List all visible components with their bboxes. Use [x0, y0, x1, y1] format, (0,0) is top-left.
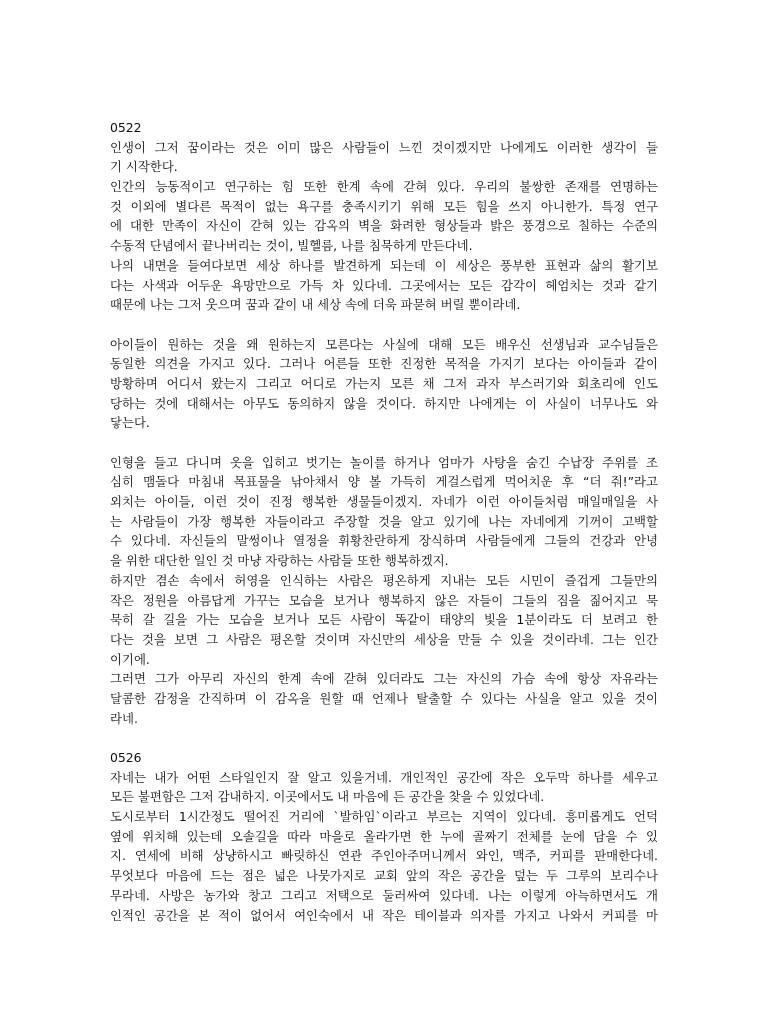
text-line: 에 대한 만족이 자신이 갇혀 있는 감옥의 벽을 화려한 형상들과 밝은 풍경으로 칠하는 수준의	[110, 218, 658, 234]
text-line: 무엇보다 마음에 드는 점은 넓은 나뭇가지로 교회 앞의 작은 공간을 덮는 두 그루의 보리수나	[110, 868, 658, 884]
text-line: 모든 불편함은 그저 감내하지. 이곳에서도 내 마음에 든 공간을 찾을 수 있었다네.	[110, 789, 545, 805]
document-page	[110, 118, 658, 925]
paragraph-gap	[110, 433, 658, 453]
text-line: 는 사람들이 가장 행복한 자들이라고 주장할 것을 알고 있기에 나는 자네에게 기꺼이 고백할	[110, 513, 658, 529]
text-line: 을 위한 대단한 일인 것 마냥 자랑하는 사람들 또한 행복하겠지.	[110, 553, 449, 569]
text-line: 옆에 위치해 있는데 오솔길을 따라 마을로 올라가면 한 누에 골짜기 전체를 눈에 담을 수 있	[110, 828, 658, 844]
text-line: 다는 것을 보면 그 사람은 평온할 것이며 자신만의 세상을 만들 수 있을 것이라네. 그는 인간	[110, 631, 658, 647]
text-line: 그러면 그가 아무리 자신의 한계 속에 갇혀 있더라도 그는 자신의 가슴 속에 항상 자유라는	[110, 671, 658, 687]
text-line: 당하는 것에 대해서는 아무도 동의하지 않을 것이다. 하지만 나에게는 이 사실이 너무나도 와	[110, 395, 658, 411]
text-line: 묵히 갈 길을 가는 모습을 보거나 모든 사람이 똑같이 태양의 빛을 1분이라도 더 보려고 한	[110, 612, 658, 628]
text-line: 것 이외에 별다른 목적이 없는 욕구를 충족시키기 위해 모든 힘을 쓰지 아니한가. 특정 연구	[110, 198, 658, 214]
text-line: 나의 내면을 들여다보면 세상 하나를 발견하게 되는데 이 세상은 풍부한 표현과 삶의 활기보	[110, 257, 658, 273]
text-line: 심히 맴돌다 마침내 목표물을 낚아채서 양 볼 가득히 게걸스럽게 먹어치운 후 “더 줘!”라고	[110, 474, 658, 490]
text-line: 수 있다네. 자신들의 말썽이나 열정을 휘황찬란하게 장식하며 사람들에게 그들의 건강과 안녕	[110, 533, 658, 549]
text-line: 인형을 들고 다니며 옷을 입히고 벗기는 놀이를 하거나 엄마가 사탕을 숨긴 수납장 주위를 조	[110, 454, 658, 470]
text-line: 달콤한 감정을 간직하며 이 감옥을 원할 때 언제나 탈출할 수 있다는 사실을 알고 있을 것이	[110, 690, 658, 706]
text-line: 라네.	[110, 710, 138, 726]
text-line: 다는 사색과 어두운 욕망만으로 가득 차 있다네. 그곳에서는 모든 감각이 헤엄치는 것과 같기	[110, 277, 658, 293]
text-line: 동일한 의견을 가지고 있다. 그러나 어른들 또한 진정한 목적을 가지기 보다는 아이들과 같이	[110, 356, 658, 372]
text-line: 인간의 능동적이고 연구하는 힘 또한 한계 속에 갇혀 있다. 우리의 불쌍한 존재를 연명하는	[110, 179, 658, 195]
paragraph-gap	[110, 728, 658, 748]
text-line: 수동적 단념에서 끝나버리는 것이, 빌헬름, 나를 침묵하게 만든다네.	[110, 238, 473, 254]
text-line: 0522	[110, 120, 142, 135]
text-line: 도시로부터 1시간정도 떨어진 거리에 `발하임`이라고 부르는 지역이 있다네. 흥미롭게도 언덕	[110, 809, 658, 825]
text-line: 0526	[110, 750, 142, 765]
paragraph-gap	[110, 315, 658, 335]
text-line: 무라네. 사방은 농가와 창고 그리고 저택으로 둘러싸여 있다네. 나는 이렇게 아늑하면서도 개	[110, 887, 658, 903]
text-line: 닿는다.	[110, 415, 150, 431]
text-line: 방황하며 어디서 왔는지 그리고 어디로 가는지 모른 채 그저 과자 부스러기와 회초리에 인도	[110, 375, 658, 391]
text-line: 하지만 겸손 속에서 허영을 인식하는 사람은 평온하게 지내는 모든 시민이 즐겁게 그들만의	[110, 572, 658, 588]
text-line: 자네는 내가 어떤 스타일인지 잘 알고 있을거네. 개인적인 공간에 작은 오두막 하나를 세우고	[110, 769, 658, 785]
text-line: 외치는 아이들, 이런 것이 진정 행복한 생물들이겠지. 자네가 이런 아이들처럼 매일매일을 사	[110, 494, 658, 510]
text-line: 인적인 공간을 본 적이 없어서 여인숙에서 내 작은 테이블과 의자를 가지고 나와서 커피를 마	[110, 907, 658, 923]
text-line: 아이들이 원하는 것을 왜 원하는지 모른다는 사실에 대해 모든 배우신 선생님과 교수님들은	[110, 336, 658, 352]
text-line: 지. 연세에 비해 상냥하시고 빠릿하신 연관 주인아주머니께서 와인, 맥주, 커피를 판매한다네.	[110, 848, 658, 864]
text-line: 작은 정원을 아름답게 가꾸는 모습을 보거나 행복하지 않은 자들이 그들의 짐을 짊어지고 묵	[110, 592, 658, 608]
text-line: 기 시작한다.	[110, 159, 178, 175]
text-line: 이기에.	[110, 651, 150, 667]
text-line: 인생이 그저 꿈이라는 것은 이미 많은 사람들이 느낀 것이겠지만 나에게도 이러한 생각이 들	[110, 139, 658, 155]
text-line: 때문에 나는 그저 웃으며 꿈과 같이 내 세상 속에 더욱 파묻혀 버릴 뿐이라네.	[110, 297, 521, 313]
